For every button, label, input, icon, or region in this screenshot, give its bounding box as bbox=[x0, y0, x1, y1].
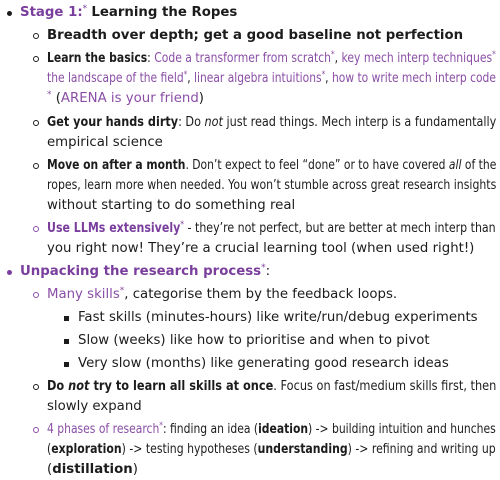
link-write-code[interactable]: how to write mech interp code bbox=[332, 71, 496, 86]
dont-lead: Do bbox=[47, 379, 69, 394]
link-star[interactable]: * bbox=[321, 70, 326, 80]
phases-text: ) -> testing hypotheses ( bbox=[121, 442, 258, 457]
move-text: ropes, learn more when needed. You won’t stumble across great research insights bbox=[47, 178, 497, 193]
very-slow-skills-text: Very slow (months) like generating good research ideas bbox=[78, 356, 449, 371]
separator: , bbox=[334, 51, 342, 66]
hollow-bullet-icon bbox=[33, 163, 39, 169]
hollow-bullet-icon bbox=[33, 33, 39, 39]
move-lead: Move on after a month bbox=[47, 158, 186, 173]
link-star[interactable]: * bbox=[180, 220, 185, 230]
link-unpacking[interactable]: Unpacking the research process bbox=[20, 264, 262, 279]
link-star[interactable]: * bbox=[492, 50, 496, 60]
link-star[interactable]: * bbox=[159, 421, 163, 431]
phase-distillation: distillation bbox=[52, 462, 133, 477]
separator: , bbox=[325, 71, 333, 86]
llms-text: you right now! They’re a crucial learning tool (when used right!) bbox=[47, 241, 475, 256]
separator: , bbox=[187, 71, 195, 86]
dont-lead: try to learn all skills at once bbox=[89, 379, 274, 394]
paren-open: ( bbox=[47, 462, 53, 477]
breadth-text: Breadth over depth; get a good baseline not perfection bbox=[47, 28, 464, 43]
phase-ideation: ideation bbox=[258, 422, 309, 437]
square-bullet-icon bbox=[64, 316, 69, 321]
dirty-text: empirical science bbox=[47, 135, 163, 150]
link-star[interactable]: * bbox=[119, 286, 125, 296]
link-arena[interactable]: ARENA is your friend bbox=[60, 91, 199, 106]
phases-text: ) -> refining and writing up bbox=[347, 442, 496, 457]
hollow-bullet-icon bbox=[33, 384, 39, 390]
move-text: without starting to do something real bbox=[47, 198, 296, 213]
paren-close: ) bbox=[132, 462, 138, 477]
paren-close: ) bbox=[198, 91, 204, 106]
basics-colon: : bbox=[147, 51, 155, 66]
dirty-text: : Do bbox=[178, 115, 205, 130]
hollow-bullet-icon bbox=[33, 226, 39, 232]
bullet-icon bbox=[7, 11, 12, 16]
bullet-icon bbox=[7, 270, 12, 275]
stage-title: Learning the Ropes bbox=[91, 5, 238, 20]
skills-text: , categorise them by the feedback loops. bbox=[124, 287, 398, 302]
hollow-bullet-icon bbox=[33, 120, 39, 126]
link-transformer[interactable]: Code a transformer from scratch bbox=[154, 51, 331, 66]
link-star[interactable]: * bbox=[47, 90, 52, 100]
phase-exploration: exploration bbox=[51, 442, 122, 457]
link-landscape[interactable]: the landscape of the field bbox=[47, 71, 184, 86]
dont-text: . Focus on fast/medium skills first, then bbox=[273, 379, 497, 394]
link-many-skills[interactable]: Many skills bbox=[47, 287, 120, 302]
hollow-bullet-icon bbox=[33, 292, 39, 298]
phases-text: : finding an idea ( bbox=[162, 422, 259, 437]
link-star[interactable]: * bbox=[183, 70, 188, 80]
phases-text: ) -> building intuition and hunches bbox=[308, 422, 496, 437]
paren-open: ( bbox=[51, 91, 61, 106]
colon: : bbox=[265, 264, 271, 279]
dirty-not: not bbox=[204, 115, 223, 130]
stage-star-link[interactable]: * bbox=[82, 4, 88, 14]
move-text: of the bbox=[461, 158, 497, 173]
slow-skills-text: Slow (weeks) like how to prioritise and when to pivot bbox=[78, 333, 430, 348]
move-text: . Don’t expect to feel “done” or to have covered bbox=[185, 158, 449, 173]
stage-label: Stage 1: bbox=[20, 5, 83, 20]
link-star[interactable]: * bbox=[330, 50, 335, 60]
square-bullet-icon bbox=[64, 362, 69, 367]
link-linear-algebra[interactable]: linear algebra intuitions bbox=[194, 71, 322, 86]
dont-text: slowly expand bbox=[47, 399, 142, 414]
link-phases[interactable]: 4 phases of research bbox=[47, 422, 160, 437]
fast-skills-text: Fast skills (minutes-hours) like write/run/debug experiments bbox=[78, 310, 478, 325]
link-use-llms[interactable]: Use LLMs extensively bbox=[47, 221, 181, 236]
basics-lead: Learn the basics bbox=[47, 51, 148, 66]
link-techniques[interactable]: key mech interp techniques bbox=[341, 51, 493, 66]
dirty-lead: Get your hands dirty bbox=[47, 115, 179, 130]
hollow-bullet-icon bbox=[33, 56, 39, 62]
llms-text: - they’re not perfect, but are better at mech interp than bbox=[184, 221, 496, 236]
paren-open: ( bbox=[47, 442, 52, 457]
move-all: all bbox=[448, 158, 462, 173]
dirty-text: just read things. Mech interp is a fundamentally bbox=[222, 115, 497, 130]
hollow-bullet-icon bbox=[33, 427, 39, 433]
phase-understanding: understanding bbox=[257, 442, 348, 457]
dont-not: not bbox=[68, 379, 90, 394]
link-star[interactable]: * bbox=[261, 263, 266, 273]
square-bullet-icon bbox=[64, 339, 69, 344]
